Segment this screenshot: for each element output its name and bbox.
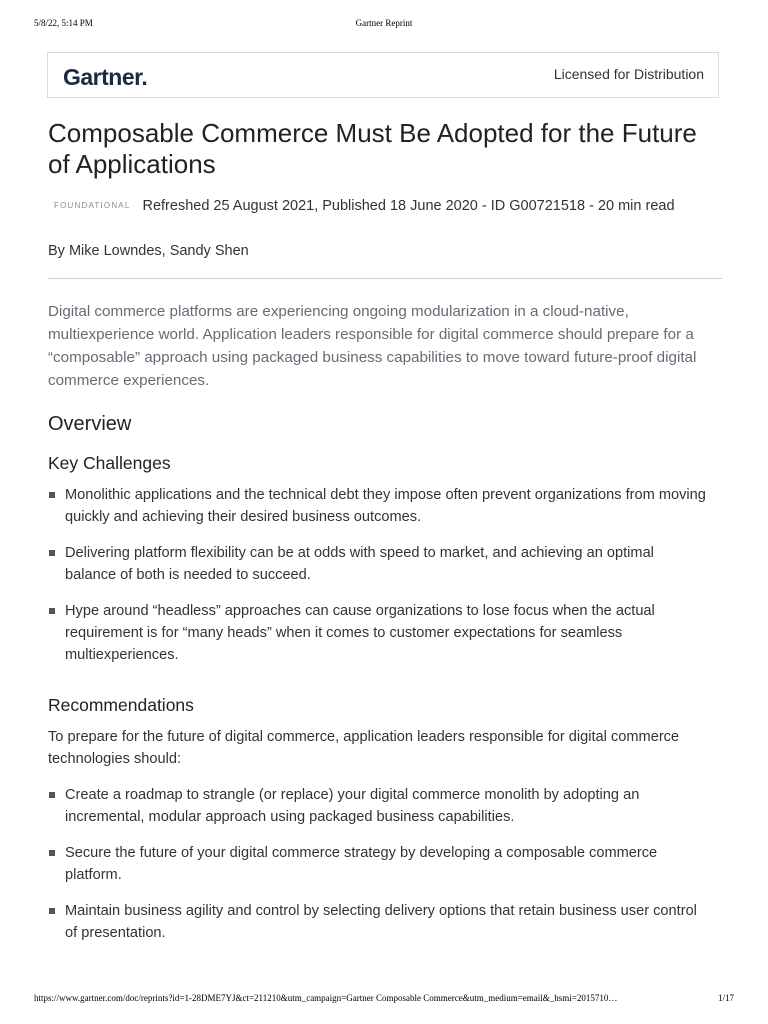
list-item-text: Hype around “headless” approaches can cause organizations to lose focus when the actual requirement is for “many heads” when it comes to customer expectations for seamless multiexperiences. [65,603,655,663]
bullet-square-icon [49,550,55,556]
list-item-text: Monolithic applications and the technical debt they impose often prevent organizations from moving quickly and achieving their desired business outcomes. [65,487,706,525]
list-item [48,542,708,586]
bullet-square-icon [49,608,55,614]
document-title: Composable Commerce Must Be Adopted for the Future of Applications [48,118,697,179]
license-label: Licensed for Distribution [553,66,704,82]
bullet-square-icon [49,850,55,856]
logo-text: Gartner [63,64,142,90]
list-item [48,600,708,666]
gartner-logo[interactable] [63,64,147,91]
print-page-title: Gartner Reprint [355,18,413,28]
bullet-square-icon [49,792,55,798]
bullet-square-icon [49,492,55,498]
print-datetime: 5/8/22, 5:14 PM [34,18,93,28]
logo-dot: . [141,64,148,90]
page-number: 1/17 [717,993,734,1003]
list-item [48,842,708,886]
recommendations-list [48,784,708,958]
print-header [0,18,768,30]
bullet-square-icon [49,908,55,914]
document-meta [54,197,724,215]
list-item-text: Secure the future of your digital commerce strategy by developing a composable commerce platform. [65,845,658,883]
key-challenges-list [48,484,708,680]
recommendations-intro: To prepare for the future of digital commerce, application leaders responsible for digital commerce technologies should: [48,729,680,767]
list-item-text: Maintain business agility and control by selecting delivery options that retain business user control of presentation. [65,903,697,941]
summary: Digital commerce platforms are experiencing ongoing modularization in a cloud-native, multiexperience world. Application leaders responsible for digital commerce should prepare for a “composable” approach using packaged business capabilities to move toward future-proof digital commerce experiences. [48,303,697,389]
list-item-text: Delivering platform flexibility can be at odds with speed to market, and achieving an optimal balance of both is needed to succeed. [65,545,654,583]
publication-info: Refreshed 25 August 2021, Published 18 June 2020 - ID G00721518 - 20 min read [142,197,675,214]
brand-bar [47,52,719,98]
recommendations-heading: Recommendations [48,695,194,715]
foundational-badge: FOUNDATIONAL [54,201,131,211]
divider [48,278,722,279]
list-item [48,900,708,944]
list-item [48,784,708,828]
authors: By Mike Lowndes, Sandy Shen [48,243,249,259]
overview-heading: Overview [48,413,132,435]
list-item-text: Create a roadmap to strangle (or replace) your digital commerce monolith by adopting an incremental, modular approach using packaged business capabilities. [65,787,640,825]
print-footer [0,993,768,1005]
list-item [48,484,708,528]
key-challenges-heading: Key Challenges [48,453,171,473]
page-url-link[interactable]: https://www.gartner.com/doc/reprints?id=1-28DME7YJ&ct=211210&utm_campaign=Gartner Composable Commerce&utm_medium=email&_hsmi=2015710… [34,993,618,1003]
